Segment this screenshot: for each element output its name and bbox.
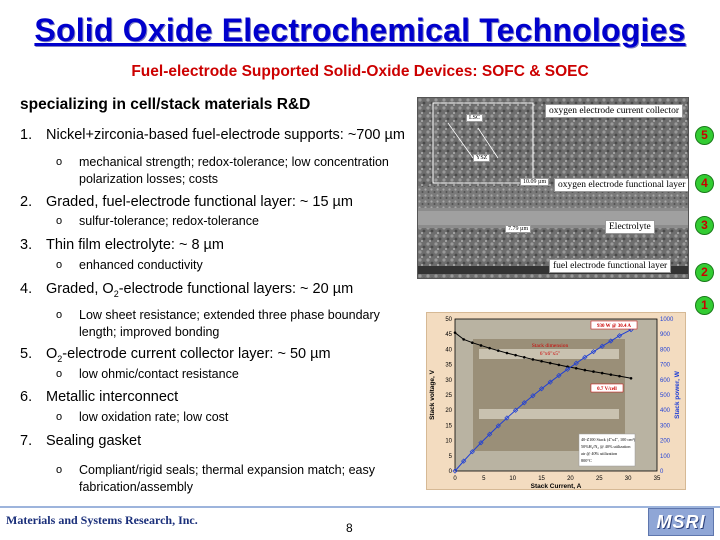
section-heading: specializing in cell/stack materials R&D (20, 96, 311, 113)
label-ysz: YSZ (473, 154, 490, 162)
list-item-4: 4. Graded, $O_2$-electrode functional layers: ~ 20 µm (20, 281, 354, 299)
label-oxygen-collector: oxygen electrode current collector (545, 104, 683, 118)
page-number: 8 (346, 521, 353, 535)
y2-tick-label: 0 (660, 469, 664, 475)
note-line: 50%H₂/N₂ @ 40% utilization (581, 444, 631, 449)
stack-performance-chart (426, 312, 686, 490)
data-point-voltage (462, 338, 465, 341)
data-point-voltage (601, 372, 604, 375)
y-tick-label: 5 (448, 453, 452, 460)
data-point-voltage (549, 362, 552, 365)
label-lsc: LSC (466, 114, 483, 122)
data-point-voltage (471, 341, 474, 344)
sem-micrograph (417, 97, 689, 279)
dimension-annotation: Stack dimension (531, 343, 569, 349)
label-electrolyte: Electrolyte (605, 220, 655, 234)
y2-tick-label: 400 (660, 408, 671, 415)
data-point-voltage (506, 352, 509, 355)
y2-tick-label: 600 (660, 377, 671, 384)
dimension-value: 6"x6"x5" (539, 351, 561, 357)
note-line: 40-Z100 Stack (4"x4", 100 cm²) (581, 437, 636, 442)
y2-tick-label: 300 (660, 423, 671, 430)
y-tick-label: 0 (448, 469, 452, 475)
label-scale-1: 10.09 µm (520, 178, 549, 186)
data-point-voltage (610, 373, 613, 376)
msri-logo: MSRI (648, 508, 714, 536)
stack-photo-band (479, 409, 619, 419)
list-item-2: 2. Graded, fuel-electrode functional layer: ~ 15 µm (20, 194, 353, 210)
list-item-3: 3. Thin film electrolyte: ~ 8 µm (20, 237, 224, 253)
list-item-7: 7. Sealing gasket (20, 433, 142, 449)
y2-tick-label: 100 (660, 453, 671, 460)
list-item-5: 5. $O_2$-electrode current collector layer: ~ 50 µm (20, 346, 331, 364)
data-point-voltage (584, 369, 587, 372)
label-fuel-functional: fuel electrode functional layer (549, 259, 671, 273)
voltage-annotation: 0.7 V/cell (597, 387, 617, 392)
layer-badge-2: 2 (695, 263, 714, 282)
y2-tick-label: 700 (660, 362, 671, 369)
data-point-voltage (558, 364, 561, 367)
y-tick-label: 30 (445, 377, 452, 384)
label-oxygen-functional: oxygen electrode functional layer (554, 178, 689, 192)
y2-tick-label: 900 (660, 332, 671, 339)
layer-badge-4: 4 (695, 174, 714, 193)
subtitle: Fuel-electrode Supported Solid-Oxide Devices: SOFC & SOEC (131, 63, 589, 80)
data-point-voltage (454, 331, 457, 334)
footer-divider (0, 506, 720, 508)
layer-badge-5: 5 (695, 126, 714, 145)
data-point-voltage (618, 375, 621, 378)
data-point-voltage (630, 377, 633, 380)
list-item-1: 1. Nickel+zirconia-based fuel-electrode supports: ~700 µm (20, 127, 405, 143)
y2-tick-label: 500 (660, 393, 671, 399)
y2-tick-label: 800 (660, 347, 671, 354)
x-tick-label: 25 (595, 476, 603, 482)
label-scale-2: 7.79 µm (505, 225, 531, 233)
list-item-6: 6. Metallic interconnect (20, 389, 179, 405)
data-point-voltage (497, 349, 500, 352)
x-tick-label: 30 (624, 476, 632, 482)
note-line: air @ 40% utilization (581, 451, 618, 456)
data-point-voltage (540, 360, 543, 363)
data-point-voltage (592, 370, 595, 373)
layer-badge-1: 1 (695, 296, 714, 315)
data-point-voltage (480, 344, 483, 347)
power-annotation: 930 W @ 30.4 A (596, 324, 632, 329)
x-tick-label: 5 (482, 476, 486, 482)
y2-tick-label: 1000 (660, 317, 674, 323)
x-tick-label: 10 (509, 476, 517, 482)
x-tick-label: 15 (538, 476, 545, 482)
page-title: Solid Oxide Electrochemical Technologies (34, 12, 686, 48)
x-tick-label: 20 (567, 476, 574, 482)
data-point-voltage (488, 347, 491, 350)
data-point-voltage (514, 354, 517, 357)
y-tick-label: 45 (445, 332, 452, 339)
y-tick-label: 15 (445, 423, 452, 430)
y-tick-label: 10 (445, 438, 452, 445)
y-tick-label: 20 (445, 408, 452, 415)
y-tick-label: 50 (445, 317, 452, 323)
x-axis-label: Stack Current, A (530, 483, 582, 489)
y2-axis-label: Stack power, W (674, 371, 681, 419)
chart-svg (427, 313, 685, 489)
y2-tick-label: 200 (660, 438, 671, 445)
x-tick-label: 35 (653, 476, 661, 482)
note-line: 800°C (581, 458, 592, 463)
data-point-voltage (575, 367, 578, 370)
y-tick-label: 35 (445, 362, 452, 369)
footer-organization: Materials and Systems Research, Inc. (6, 513, 198, 527)
y-tick-label: 40 (445, 347, 452, 354)
y-tick-label: 25 (445, 393, 452, 399)
data-point-voltage (532, 358, 535, 361)
x-tick-label: 0 (453, 476, 457, 482)
y-axis-label: Stack voltage, V (429, 370, 436, 420)
data-point-voltage (523, 356, 526, 359)
layer-badge-3: 3 (695, 216, 714, 235)
